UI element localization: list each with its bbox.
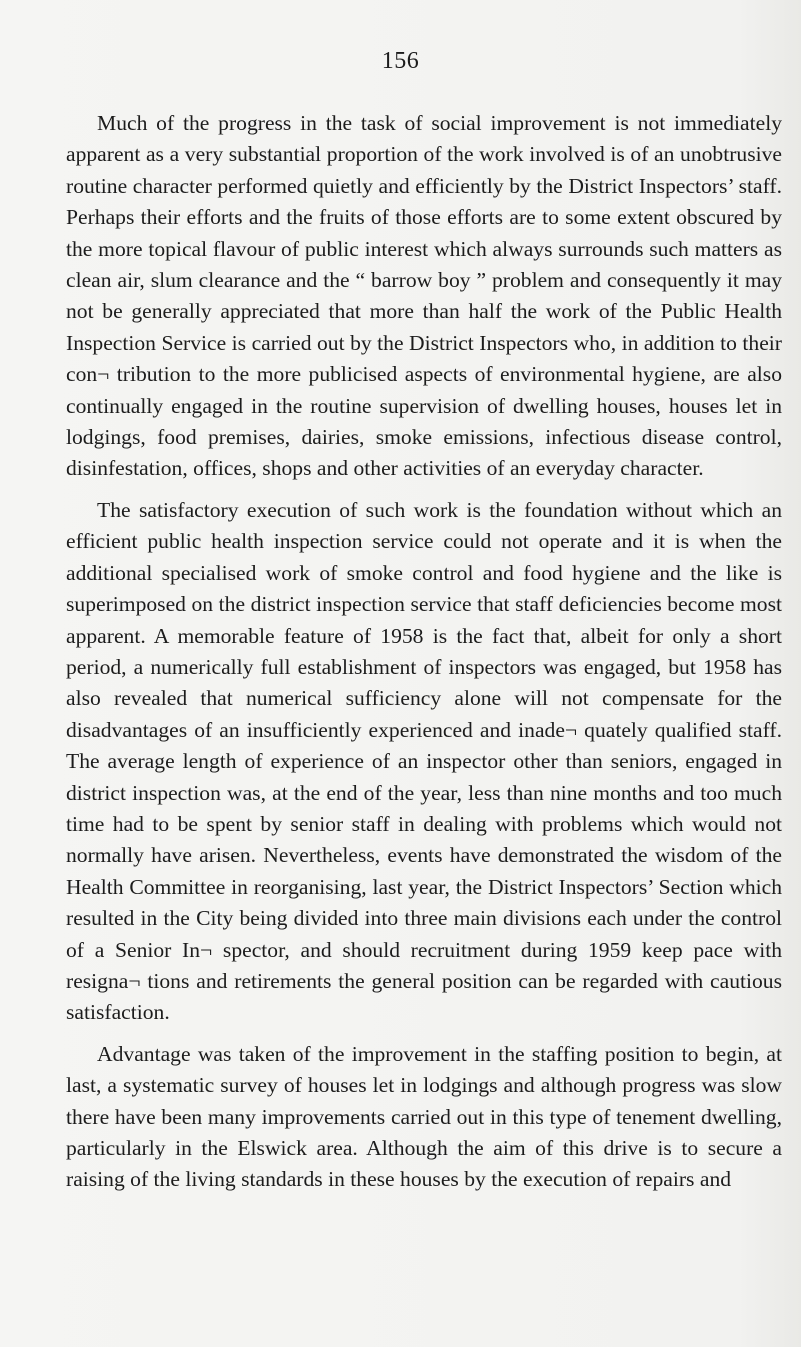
paragraph-2: The satisfactory execution of such work is the foundation without which an efficient public health inspection service could not operate and it is when the additional specialised work of smoke control and food hygiene and the like is superimposed on the district inspection service that staff deficiencies become most apparent. A memorable feature of 1958 is the fact that, albeit for only a short period, a numerically full establishment of inspectors was engaged, but 1958 has also revealed that numerical sufficiency alone will not compensate for the disadvantages of an insufficiently experienced and inade¬ quately qualified staff. The average length of experience of an inspector other than seniors, engaged in district inspection was, at the end of the year, less than nine months and too much time had to be spent by senior staff in dealing with problems which would not normally have arisen. Nevertheless, events have demonstrated the wisdom of the Health Committee in reorganising, last year, the District Inspectors’ Section which resulted in the City being divided into three main divisions each under the control of a Senior In¬ spector, and should recruitment during 1959 keep pace with resigna¬ tions and retirements the general position can be regarded with cautious satisfaction. [66, 497, 782, 1025]
body-text [66, 108, 782, 1206]
paragraph-1: Much of the progress in the task of social improvement is not immediately apparent as a very substantial proportion of the work involved is of an unobtrusive routine character performed quietly and efficiently by the District Inspectors’ staff. Perhaps their efforts and the fruits of those efforts are to some extent obscured by the more topical flavour of public interest which always surrounds such matters as clean air, slum clearance and the “ barrow boy ” problem and consequently it may not be generally appreciated that more than half the work of the Public Health Inspection Service is carried out by the District Inspectors who, in addition to their con¬ tribution to the more publicised aspects of environmental hygiene, are also continually engaged in the routine supervision of dwelling houses, houses let in lodgings, food premises, dairies, smoke emissions, infectious disease control, disinfestation, offices, shops and other activities of an everyday character. [66, 111, 782, 481]
paragraph-3: Advantage was taken of the improvement in the staffing position to begin, at last, a systematic survey of houses let in lodgings and although progress was slow there have been many improvements carried out in this type of tenement dwelling, particularly in the Elswick area. Although the aim of this drive is to secure a raising of the living standards in these houses by the execution of repairs and [66, 1041, 782, 1192]
page-number: 156 [381, 48, 420, 74]
